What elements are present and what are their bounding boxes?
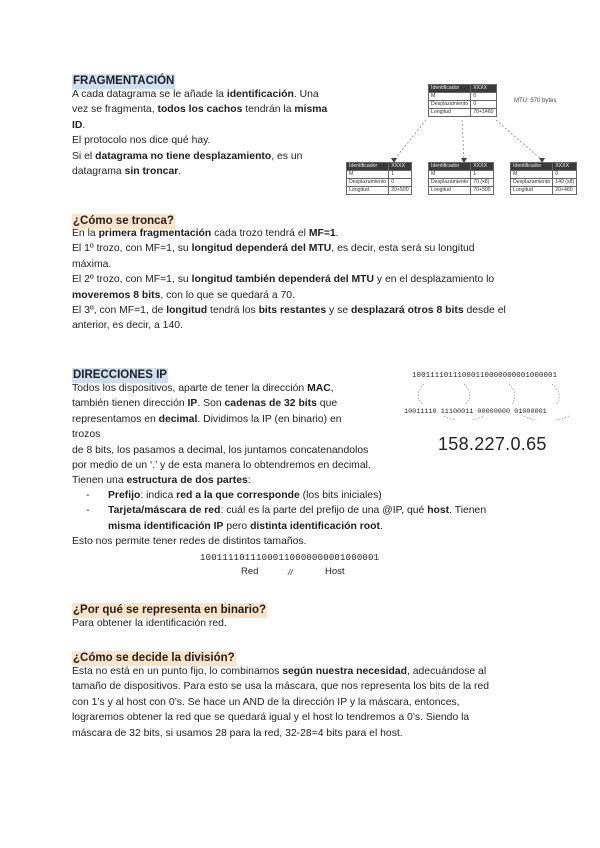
fragment-2-table [428, 162, 494, 195]
frag-line-2: vez se fragmenta, todos los cachos tendrán la misma [72, 104, 328, 116]
bullet-mascara: - Tarjeta/máscara de red: cuál es la parte del prefijo de una @IP, qué host. Tienen [86, 505, 487, 517]
header-field-row: Identificador XXXX [429, 85, 497, 93]
ip-line-3: representamos en decimal. Dividimos la IP (en binario) en trozos [72, 413, 342, 441]
binario-text: Para obtener la identificación red. [72, 618, 227, 629]
tronca-line-6: El 3º, con MF=1, de longitud tendrá los bits restantes y se desplazará otros 8 bits desde el [72, 305, 506, 317]
division-text [72, 664, 542, 741]
header-field-row: Desplazamiento 0 [347, 179, 412, 187]
ip-line-5: por medio de un ‘.’ y de esta manera lo obtendremos en decimal. [72, 460, 371, 472]
header-field-row: Desplazamiento 70 (x8) [429, 179, 494, 187]
red-label: Red [241, 566, 259, 577]
tronca-line-2: El 1º trozo, con MF=1, su longitud dependerá del MTU, es decir, esta será su longitud [72, 243, 475, 255]
mtu-label: MTU: 570 bytes [514, 98, 557, 104]
header-field-row: Longitud 70+500 [429, 187, 494, 195]
fragment-1-table [346, 162, 412, 195]
tronca-text [72, 226, 532, 334]
ip-binary-full: 10011110111000110000000001000001 [412, 372, 558, 380]
ip-note: Esto nos permite tener redes de distintos tamaños. [72, 536, 307, 547]
frag-line-3: ID. [72, 119, 86, 131]
header-field-row: M 0 [511, 171, 577, 179]
division-line-4: lograremos obtener la red que se quedará igual y el host lo tendremos a 0’s. Siendo la [72, 712, 470, 724]
separator-label: // [288, 567, 293, 577]
bullet-mascara-cont: misma identificación IP pero distinta identificación root. [108, 520, 383, 532]
fragmentacion-text [72, 87, 342, 179]
header-field-row: Desplazamiento 140 (x8) [511, 179, 577, 187]
header-field-row: Identificador XXXX [429, 163, 494, 171]
header-field-row: M 0 [429, 93, 497, 101]
tronca-title: ¿Cómo se tronca? [73, 215, 174, 227]
ip-binary-split: 10011110 11100011 00000000 01000001 [404, 408, 547, 416]
fragmentation-diagram [346, 80, 586, 202]
tronca-line-5: moveremos 8 bits, con lo que se quedará a 70. [72, 289, 295, 301]
header-field-row: Identificador XXXX [511, 163, 577, 171]
ip-conversion-diagram [404, 372, 594, 462]
ip-structure [72, 473, 532, 488]
header-field-row: M 1 [347, 171, 412, 179]
ip-decimal: 158.227.0.65 [438, 434, 547, 454]
fragmentacion-title: FRAGMENTACIÓN [73, 75, 175, 87]
frag-line-6: datagrama sin troncar. [72, 166, 182, 178]
ip-title: DIRECCIONES IP [73, 369, 167, 381]
header-field-row: Longitud 20+500 [347, 187, 412, 195]
ip-line-1: Todos los dispositivos, aparte de tener la dirección MAC, [72, 383, 334, 394]
header-field-row: Desplazamiento 0 [429, 101, 497, 109]
ip-line-2: también tienen dirección IP. Son cadenas de 32 bits que [72, 398, 338, 410]
structure-intro: Tienen una estructura de dos partes: [72, 475, 251, 486]
division-line-5: máscara de 32 bits, si usamos 28 para la red, 32-28=4 bits para el host. [72, 727, 403, 739]
division-line-1: Esta no está en un punto fijo, lo combinamos según nuestra necesidad, adecuándose al [72, 666, 487, 677]
bullet-prefijo: - Prefijo: indica red a la que corresponde (los bits iniciales) [86, 490, 382, 501]
frag-line-4: El protocolo nos dice qué hay. [72, 135, 211, 147]
ip-line-4: de 8 bits, los pasamos a decimal, los juntamos concatenandolos [72, 444, 369, 456]
tronca-line-7: anterior, es decir, a 140. [72, 320, 183, 332]
header-field-row: Longitud 70+1460 [429, 109, 497, 117]
fragment-3-table [510, 162, 577, 195]
binary-example: 10011110111000110000000001000001 [200, 553, 380, 563]
frag-line-5: Si el datagrama no tiene desplazamiento, es un [72, 150, 303, 162]
tronca-line-4: El 2º trozo, con MF=1, su longitud también dependerá del MTU y en el desplazamiento lo [72, 274, 495, 286]
original-datagram-table [428, 84, 497, 117]
host-label: Host [325, 566, 345, 577]
division-title: ¿Cómo se decide la división? [73, 652, 235, 664]
structure-bullets [0, 488, 560, 534]
frag-line-1: A cada datagrama se le añade la identificación. Una [72, 89, 319, 100]
binario-title: ¿Por qué se representa en binario? [73, 604, 266, 616]
tronca-line-3: máxima. [72, 258, 112, 270]
header-field-row: Longitud 20+460 [511, 187, 577, 195]
division-line-3: con 1’s y al host con 0’s. Se hace un AND de la dirección IP y la máscara, entonces, [72, 696, 460, 708]
header-field-row: M 1 [429, 171, 494, 179]
tronca-line-1: En la primera fragmentación cada trozo tendrá el MF=1. [72, 228, 339, 239]
division-line-2: tamaño de dispositivos. Para esto se usa la máscara, que nos representa los bits de la red [72, 681, 490, 693]
header-field-row: Identificador XXXX [347, 163, 412, 171]
ip-text [72, 381, 372, 473]
